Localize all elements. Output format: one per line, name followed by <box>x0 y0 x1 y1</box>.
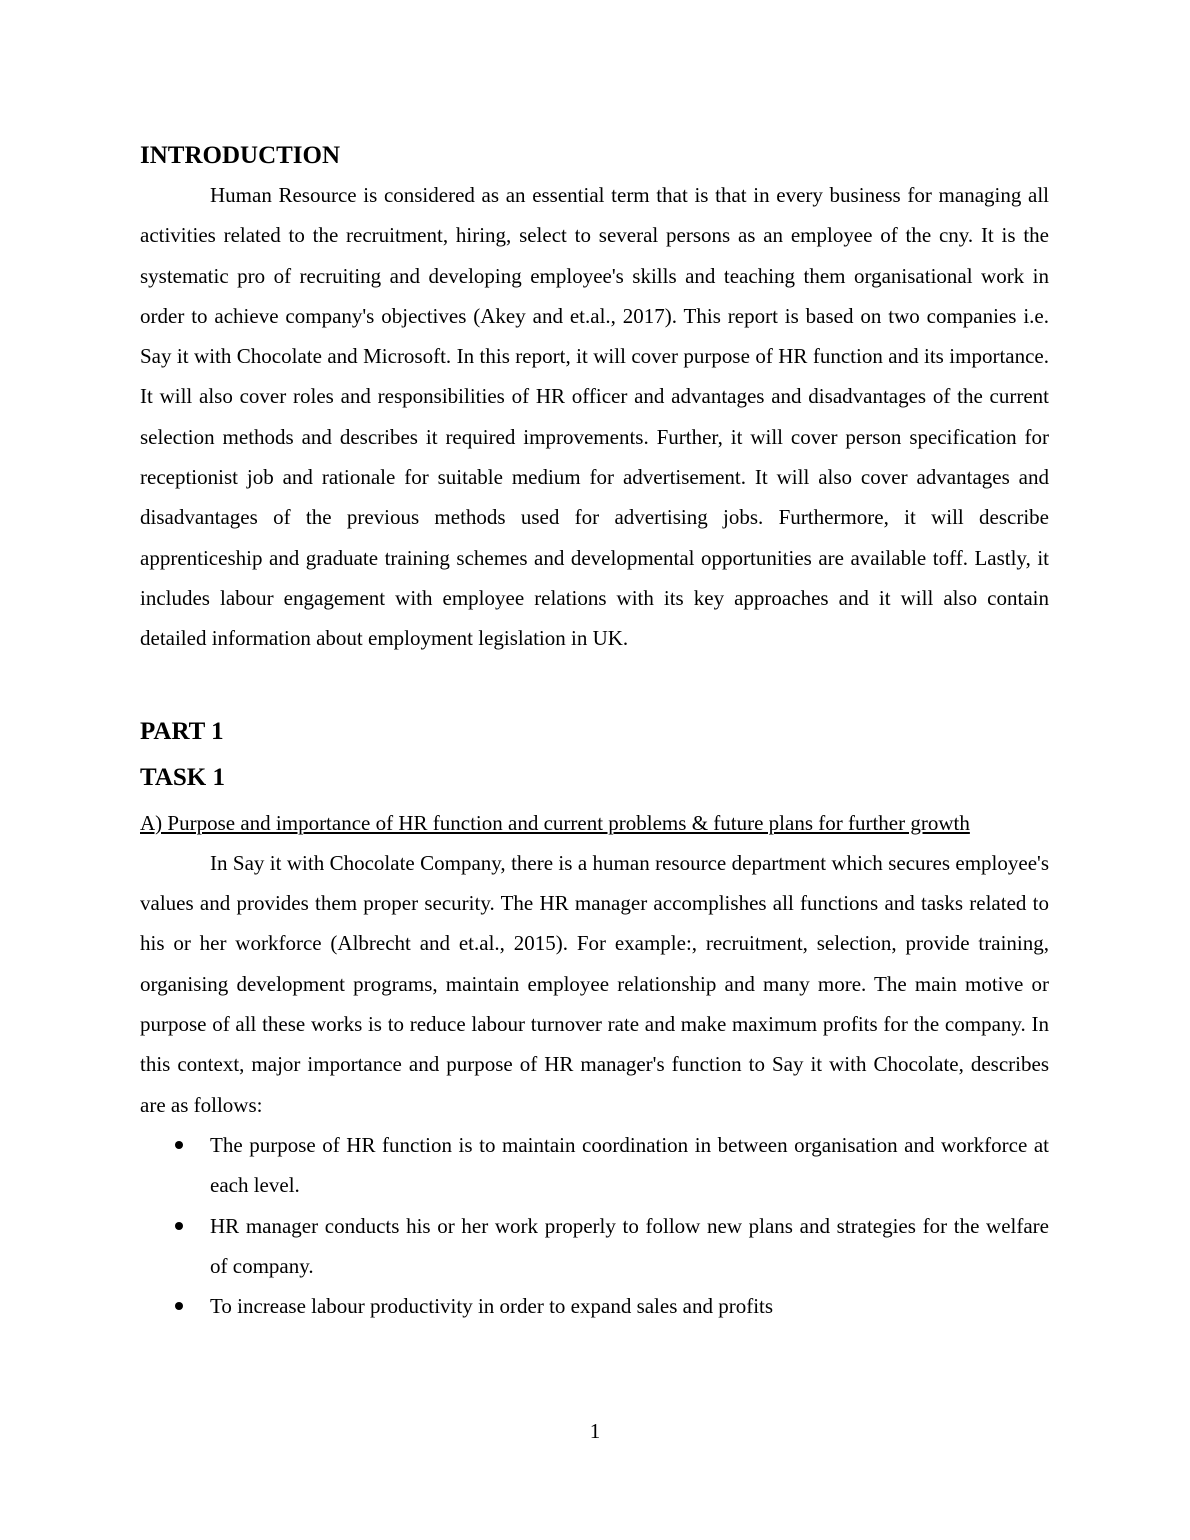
bullet-icon <box>175 1302 183 1310</box>
list-item-text: The purpose of HR function is to maintain coordination in between organisation and workforce at each level. <box>210 1132 1049 1198</box>
part-heading: PART 1 <box>140 717 224 745</box>
introduction-paragraph: Human Resource is considered as an essential term that is that in every business for managing all activities related to the recruitment, hiring, select to several persons as an employee of the cny. It is the systematic pro of recruiting and developing employee's skills and teaching them organisational work in order to achieve company's objectives (Akey and et.al., 2017). This report is based on two companies i.e. Say it with Chocolate and Microsoft. In this report, it will cover purpose of HR function and its importance. It will also cover roles and responsibilities of HR officer and advantages and disadvantages of the current selection methods and describes it required improvements. Further, it will cover person specification for receptionist job and rationale for suitable medium for advertisement. It will also cover advantages and disadvantages of the previous methods used for advertising jobs. Furthermore, it will describe apprenticeship and graduate training schemes and developmental opportunities are available toff. Lastly, it includes labour engagement with employee relations with its key approaches and it will also contain detailed information about employment legislation in UK. <box>140 183 1049 651</box>
task-paragraph: In Say it with Chocolate Company, there is a human resource department which secures employee's values and provides them proper security. The HR manager accomplishes all functions and tasks related to his or her workforce (Albrecht and et.al., 2015). For example:, recruitment, selection, provide training, organising development programs, maintain employee relationship and many more. The main motive or purpose of all these works is to reduce labour turnover rate and make maximum profits for the company. In this context, major importance and purpose of HR manager's function to Say it with Chocolate, describes are as follows: <box>140 850 1049 1117</box>
bullet-list <box>140 1125 1049 1326</box>
bullet-icon <box>175 1222 183 1230</box>
task-heading: TASK 1 <box>140 763 225 791</box>
bullet-icon <box>175 1141 183 1149</box>
list-item <box>140 1206 1049 1287</box>
list-item <box>140 1286 1049 1326</box>
document-page <box>140 137 1049 1326</box>
section-spacer <box>140 659 1049 709</box>
page-number: 1 <box>589 1419 601 1443</box>
list-item-text: HR manager conducts his or her work properly to follow new plans and strategies for the welfare of company. <box>210 1213 1049 1278</box>
task-subheading: A) Purpose and importance of HR function and current problems & future plans for further growth <box>140 810 970 835</box>
introduction-heading: INTRODUCTION <box>140 142 341 169</box>
list-item-text: To increase labour productivity in order to expand sales and profits <box>210 1294 774 1319</box>
list-item <box>140 1125 1049 1206</box>
